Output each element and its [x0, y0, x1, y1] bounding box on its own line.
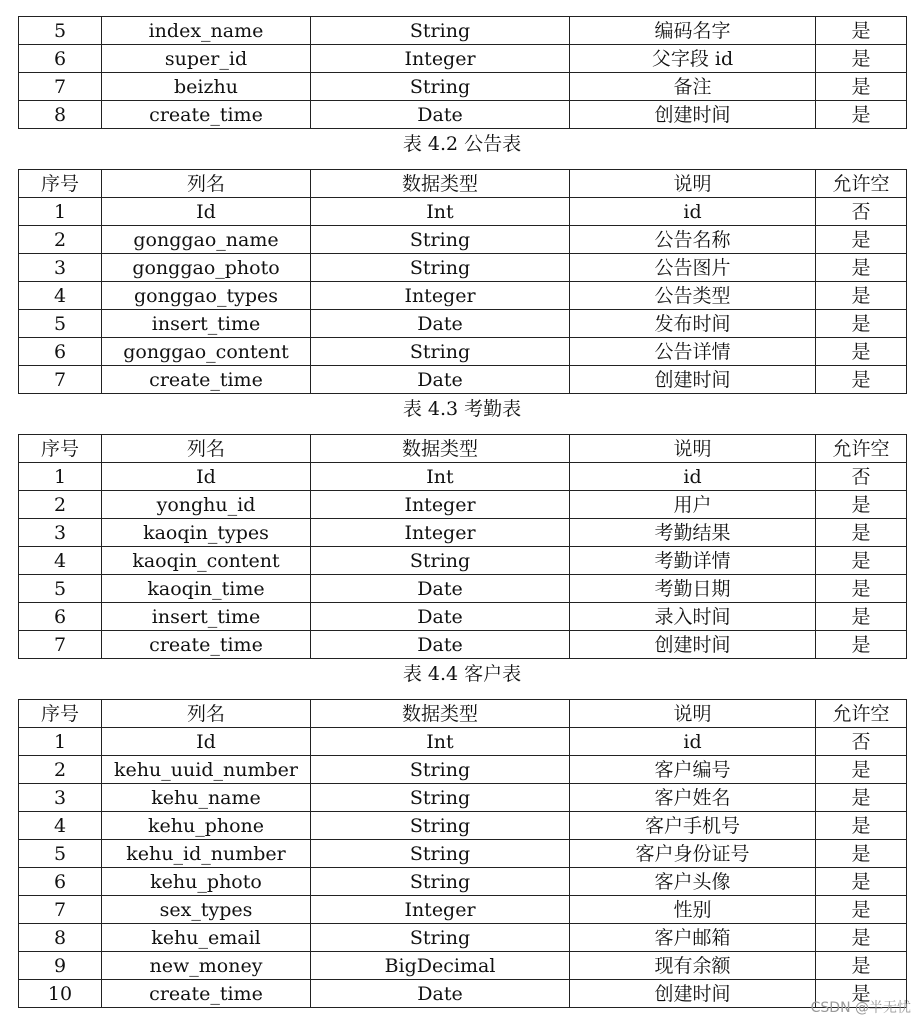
cell-column-name: gonggao_name	[102, 226, 311, 254]
cell-description: 公告类型	[570, 282, 816, 310]
header-cell-index: 序号	[19, 435, 102, 463]
table-row	[19, 924, 907, 952]
table-row	[19, 463, 907, 491]
table-row	[19, 198, 907, 226]
header-cell-data-type: 数据类型	[311, 170, 570, 198]
spacer	[18, 689, 906, 699]
cell-index: 4	[19, 547, 102, 575]
cell-description: 考勤详情	[570, 547, 816, 575]
table-caption: 表 4.3 考勤表	[402, 398, 522, 420]
cell-description: 考勤日期	[570, 575, 816, 603]
table-header	[19, 170, 907, 198]
cell-index: 7	[19, 73, 102, 101]
cell-index: 5	[19, 17, 102, 45]
cell-column-name: kehu_uuid_number	[102, 756, 311, 784]
cell-description: id	[570, 728, 816, 756]
cell-data-type: String	[311, 924, 570, 952]
table-row	[19, 728, 907, 756]
cell-data-type: BigDecimal	[311, 952, 570, 980]
cell-nullable: 是	[816, 226, 907, 254]
cell-index: 5	[19, 840, 102, 868]
cell-description: 备注	[570, 73, 816, 101]
cell-description: 客户手机号	[570, 812, 816, 840]
table-row	[19, 45, 907, 73]
cell-column-name: gonggao_photo	[102, 254, 311, 282]
cell-data-type: Date	[311, 631, 570, 659]
cell-column-name: create_time	[102, 101, 311, 129]
cell-index: 6	[19, 868, 102, 896]
cell-index: 10	[19, 980, 102, 1008]
cell-description: 客户姓名	[570, 784, 816, 812]
header-cell-description: 说明	[570, 170, 816, 198]
cell-description: 性别	[570, 896, 816, 924]
cell-column-name: create_time	[102, 366, 311, 394]
cell-nullable: 是	[816, 631, 907, 659]
cell-index: 3	[19, 254, 102, 282]
cell-nullable: 否	[816, 728, 907, 756]
cell-description: id	[570, 198, 816, 226]
table-row	[19, 840, 907, 868]
cell-index: 8	[19, 924, 102, 952]
cell-index: 5	[19, 575, 102, 603]
cell-data-type: String	[311, 868, 570, 896]
table-row	[19, 254, 907, 282]
table-row	[19, 338, 907, 366]
cell-column-name: beizhu	[102, 73, 311, 101]
cell-index: 2	[19, 756, 102, 784]
cell-column-name: Id	[102, 728, 311, 756]
table-row	[19, 519, 907, 547]
table-row	[19, 547, 907, 575]
cell-nullable: 是	[816, 756, 907, 784]
spacer	[18, 424, 906, 434]
header-cell-nullable: 允许空	[816, 170, 907, 198]
cell-nullable: 是	[816, 840, 907, 868]
cell-index: 4	[19, 812, 102, 840]
cell-description: 用户	[570, 491, 816, 519]
cell-description: 发布时间	[570, 310, 816, 338]
table-row	[19, 491, 907, 519]
cell-data-type: Integer	[311, 519, 570, 547]
cell-description: 客户头像	[570, 868, 816, 896]
table-row	[19, 282, 907, 310]
table-row	[19, 603, 907, 631]
cell-nullable: 是	[816, 366, 907, 394]
cell-nullable: 是	[816, 254, 907, 282]
table-row	[19, 310, 907, 338]
cell-nullable: 是	[816, 575, 907, 603]
table-caption: 表 4.2 公告表	[402, 133, 522, 155]
cell-nullable: 是	[816, 924, 907, 952]
cell-index: 7	[19, 631, 102, 659]
header-cell-data-type: 数据类型	[311, 700, 570, 728]
cell-column-name: kaoqin_types	[102, 519, 311, 547]
cell-data-type: Date	[311, 101, 570, 129]
header-cell-index: 序号	[19, 700, 102, 728]
cell-index: 9	[19, 952, 102, 980]
cell-data-type: Integer	[311, 282, 570, 310]
cell-index: 6	[19, 45, 102, 73]
header-row	[19, 435, 907, 463]
cell-data-type: Date	[311, 366, 570, 394]
cell-data-type: String	[311, 226, 570, 254]
cell-column-name: create_time	[102, 631, 311, 659]
cell-column-name: sex_types	[102, 896, 311, 924]
table-4-3-attendance	[18, 434, 907, 659]
cell-description: 编码名字	[570, 17, 816, 45]
table-row	[19, 756, 907, 784]
header-cell-nullable: 允许空	[816, 700, 907, 728]
spacer	[18, 159, 906, 169]
cell-index: 2	[19, 491, 102, 519]
cell-description: 创建时间	[570, 631, 816, 659]
cell-index: 1	[19, 728, 102, 756]
header-row	[19, 700, 907, 728]
cell-column-name: kaoqin_content	[102, 547, 311, 575]
table-4-2-announcement	[18, 169, 907, 394]
table-body	[19, 17, 907, 129]
cell-description: 父字段 id	[570, 45, 816, 73]
header-cell-column-name: 列名	[102, 170, 311, 198]
table-body	[19, 728, 907, 1008]
table-row	[19, 101, 907, 129]
cell-description: 创建时间	[570, 366, 816, 394]
cell-column-name: kaoqin_time	[102, 575, 311, 603]
cell-column-name: kehu_photo	[102, 868, 311, 896]
header-cell-index: 序号	[19, 170, 102, 198]
cell-data-type: Int	[311, 198, 570, 226]
table-row	[19, 980, 907, 1008]
cell-nullable: 否	[816, 463, 907, 491]
table-row	[19, 784, 907, 812]
table-row	[19, 226, 907, 254]
cell-nullable: 是	[816, 812, 907, 840]
cell-description: id	[570, 463, 816, 491]
cell-column-name: kehu_phone	[102, 812, 311, 840]
cell-column-name: create_time	[102, 980, 311, 1008]
cell-data-type: String	[311, 812, 570, 840]
cell-index: 7	[19, 896, 102, 924]
table-row	[19, 896, 907, 924]
table-row	[19, 73, 907, 101]
cell-data-type: String	[311, 73, 570, 101]
cell-data-type: Date	[311, 575, 570, 603]
cell-data-type: Integer	[311, 896, 570, 924]
cell-description: 客户邮箱	[570, 924, 816, 952]
cell-index: 1	[19, 463, 102, 491]
header-row	[19, 170, 907, 198]
cell-data-type: String	[311, 338, 570, 366]
header-cell-column-name: 列名	[102, 435, 311, 463]
cell-data-type: String	[311, 254, 570, 282]
table-4-1-tail	[18, 16, 907, 129]
cell-description: 现有余额	[570, 952, 816, 980]
table-header	[19, 700, 907, 728]
cell-index: 6	[19, 603, 102, 631]
cell-data-type: Date	[311, 310, 570, 338]
cell-column-name: gonggao_content	[102, 338, 311, 366]
cell-nullable: 是	[816, 491, 907, 519]
cell-nullable: 是	[816, 338, 907, 366]
cell-index: 1	[19, 198, 102, 226]
cell-nullable: 是	[816, 282, 907, 310]
cell-data-type: Integer	[311, 491, 570, 519]
cell-nullable: 是	[816, 45, 907, 73]
table-row	[19, 868, 907, 896]
cell-description: 录入时间	[570, 603, 816, 631]
table-body	[19, 463, 907, 659]
cell-column-name: new_money	[102, 952, 311, 980]
cell-data-type: Date	[311, 980, 570, 1008]
cell-column-name: kehu_name	[102, 784, 311, 812]
table-row	[19, 631, 907, 659]
cell-column-name: insert_time	[102, 310, 311, 338]
cell-index: 5	[19, 310, 102, 338]
cell-nullable: 是	[816, 73, 907, 101]
cell-column-name: Id	[102, 463, 311, 491]
cell-description: 创建时间	[570, 101, 816, 129]
cell-data-type: String	[311, 756, 570, 784]
cell-nullable: 是	[816, 17, 907, 45]
watermark: CSDN @半无忧	[810, 1000, 911, 1016]
cell-nullable: 是	[816, 519, 907, 547]
cell-column-name: gonggao_types	[102, 282, 311, 310]
cell-column-name: insert_time	[102, 603, 311, 631]
cell-data-type: Date	[311, 603, 570, 631]
cell-nullable: 是	[816, 868, 907, 896]
cell-nullable: 是	[816, 784, 907, 812]
header-cell-description: 说明	[570, 435, 816, 463]
cell-nullable: 是	[816, 952, 907, 980]
cell-column-name: Id	[102, 198, 311, 226]
cell-nullable: 否	[816, 198, 907, 226]
table-row	[19, 575, 907, 603]
cell-description: 公告图片	[570, 254, 816, 282]
cell-nullable: 是	[816, 310, 907, 338]
table-body	[19, 198, 907, 394]
header-cell-nullable: 允许空	[816, 435, 907, 463]
cell-column-name: yonghu_id	[102, 491, 311, 519]
cell-data-type: Int	[311, 463, 570, 491]
cell-nullable: 是	[816, 101, 907, 129]
cell-description: 考勤结果	[570, 519, 816, 547]
table-row	[19, 366, 907, 394]
cell-description: 创建时间	[570, 980, 816, 1008]
table-row	[19, 812, 907, 840]
table-header	[19, 435, 907, 463]
cell-data-type: String	[311, 17, 570, 45]
cell-index: 3	[19, 784, 102, 812]
cell-index: 3	[19, 519, 102, 547]
table-row	[19, 952, 907, 980]
header-cell-column-name: 列名	[102, 700, 311, 728]
cell-nullable: 是	[816, 980, 907, 1008]
document-page	[18, 16, 906, 1008]
table-row	[19, 17, 907, 45]
cell-index: 8	[19, 101, 102, 129]
cell-index: 4	[19, 282, 102, 310]
cell-column-name: index_name	[102, 17, 311, 45]
cell-column-name: kehu_id_number	[102, 840, 311, 868]
cell-data-type: Int	[311, 728, 570, 756]
cell-column-name: kehu_email	[102, 924, 311, 952]
cell-index: 2	[19, 226, 102, 254]
cell-description: 客户身份证号	[570, 840, 816, 868]
cell-data-type: String	[311, 547, 570, 575]
cell-column-name: super_id	[102, 45, 311, 73]
cell-nullable: 是	[816, 547, 907, 575]
header-cell-data-type: 数据类型	[311, 435, 570, 463]
cell-data-type: Integer	[311, 45, 570, 73]
cell-nullable: 是	[816, 603, 907, 631]
header-cell-description: 说明	[570, 700, 816, 728]
cell-index: 6	[19, 338, 102, 366]
cell-nullable: 是	[816, 896, 907, 924]
cell-description: 客户编号	[570, 756, 816, 784]
cell-description: 公告详情	[570, 338, 816, 366]
table-caption: 表 4.4 客户表	[402, 663, 522, 685]
table-4-4-customer	[18, 699, 907, 1008]
cell-description: 公告名称	[570, 226, 816, 254]
cell-data-type: String	[311, 784, 570, 812]
cell-index: 7	[19, 366, 102, 394]
cell-data-type: String	[311, 840, 570, 868]
